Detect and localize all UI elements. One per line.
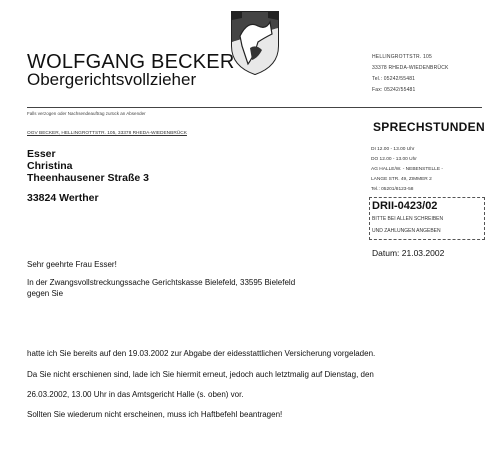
contact-fax: Fax: 05242/55481 [372, 87, 416, 93]
letter-date: Datum: 21.03.2002 [372, 248, 445, 258]
contact-city: 33378 RHEDA-WIEDENBRÜCK [372, 65, 449, 71]
recipient-firstname: Christina [27, 160, 73, 172]
office-hours-heading: SPRECHSTUNDEN [373, 120, 485, 134]
office-hours-line: LANGE STR. 49, ZIMMER 2 [371, 177, 432, 182]
reference-note-line1: BITTE BEI ALLEN SCHREIBEN [372, 216, 444, 222]
coat-of-arms-seal [228, 8, 282, 76]
body-paragraph: hatte ich Sie bereits auf den 19.03.2002 zur Abgabe der eidesstattlichen Versicherung vorgeladen. [27, 349, 376, 358]
recipient-city: 33824 Werther [27, 192, 99, 204]
letterhead-name: WOLFGANG BECKER [27, 51, 235, 73]
salutation: Sehr geehrte Frau Esser! [27, 260, 117, 269]
case-line-against: gegen Sie [27, 289, 64, 298]
reference-note-line2: UND ZAHLUNGEN ANGEBEN [372, 228, 441, 234]
office-hours-line: DO 12.00 - 13.00 Uhr [371, 157, 417, 162]
recipient-street: Theenhausener Straße 3 [27, 172, 149, 184]
office-hours-line: AG HALLE/W. - NEBENSTELLE - [371, 167, 443, 172]
body-paragraph: Da Sie nicht erschienen sind, lade ich Sie hiermit erneut, jedoch auch letztmalig auf Dienstag, den [27, 370, 374, 379]
header-divider [27, 107, 482, 108]
office-hours-line: Tel.: 05201/8123-58 [371, 187, 414, 192]
body-paragraph: Sollten Sie wiederum nicht erscheinen, muss ich Haftbefehl beantragen! [27, 410, 283, 419]
body-paragraph: 26.03.2002, 13.00 Uhr in das Amtsgericht Halle (s. oben) vor. [27, 390, 244, 399]
reference-code: DRII-0423/02 [372, 200, 438, 212]
contact-phone: Tel.: 05242/55481 [372, 76, 416, 82]
recipient-lastname: Esser [27, 148, 56, 160]
case-line: In der Zwangsvollstreckungssache Gerichtskasse Bielefeld, 33595 Bielefeld [27, 278, 296, 287]
fold-note: Falls verzogen oder Nachsendeauftrag zurück an Absender [27, 111, 146, 116]
office-hours-line: DI 12.00 - 13.00 Uhr [371, 147, 415, 152]
contact-street: HELLINGROTTSTR. 105 [372, 54, 432, 60]
sender-return-line: OGV BECKER, HELLINGROTTSTR. 105, 33378 RHEDA-WIEDENBRÜCK [27, 131, 187, 136]
letterhead-title: Obergerichtsvollzieher [27, 70, 197, 89]
